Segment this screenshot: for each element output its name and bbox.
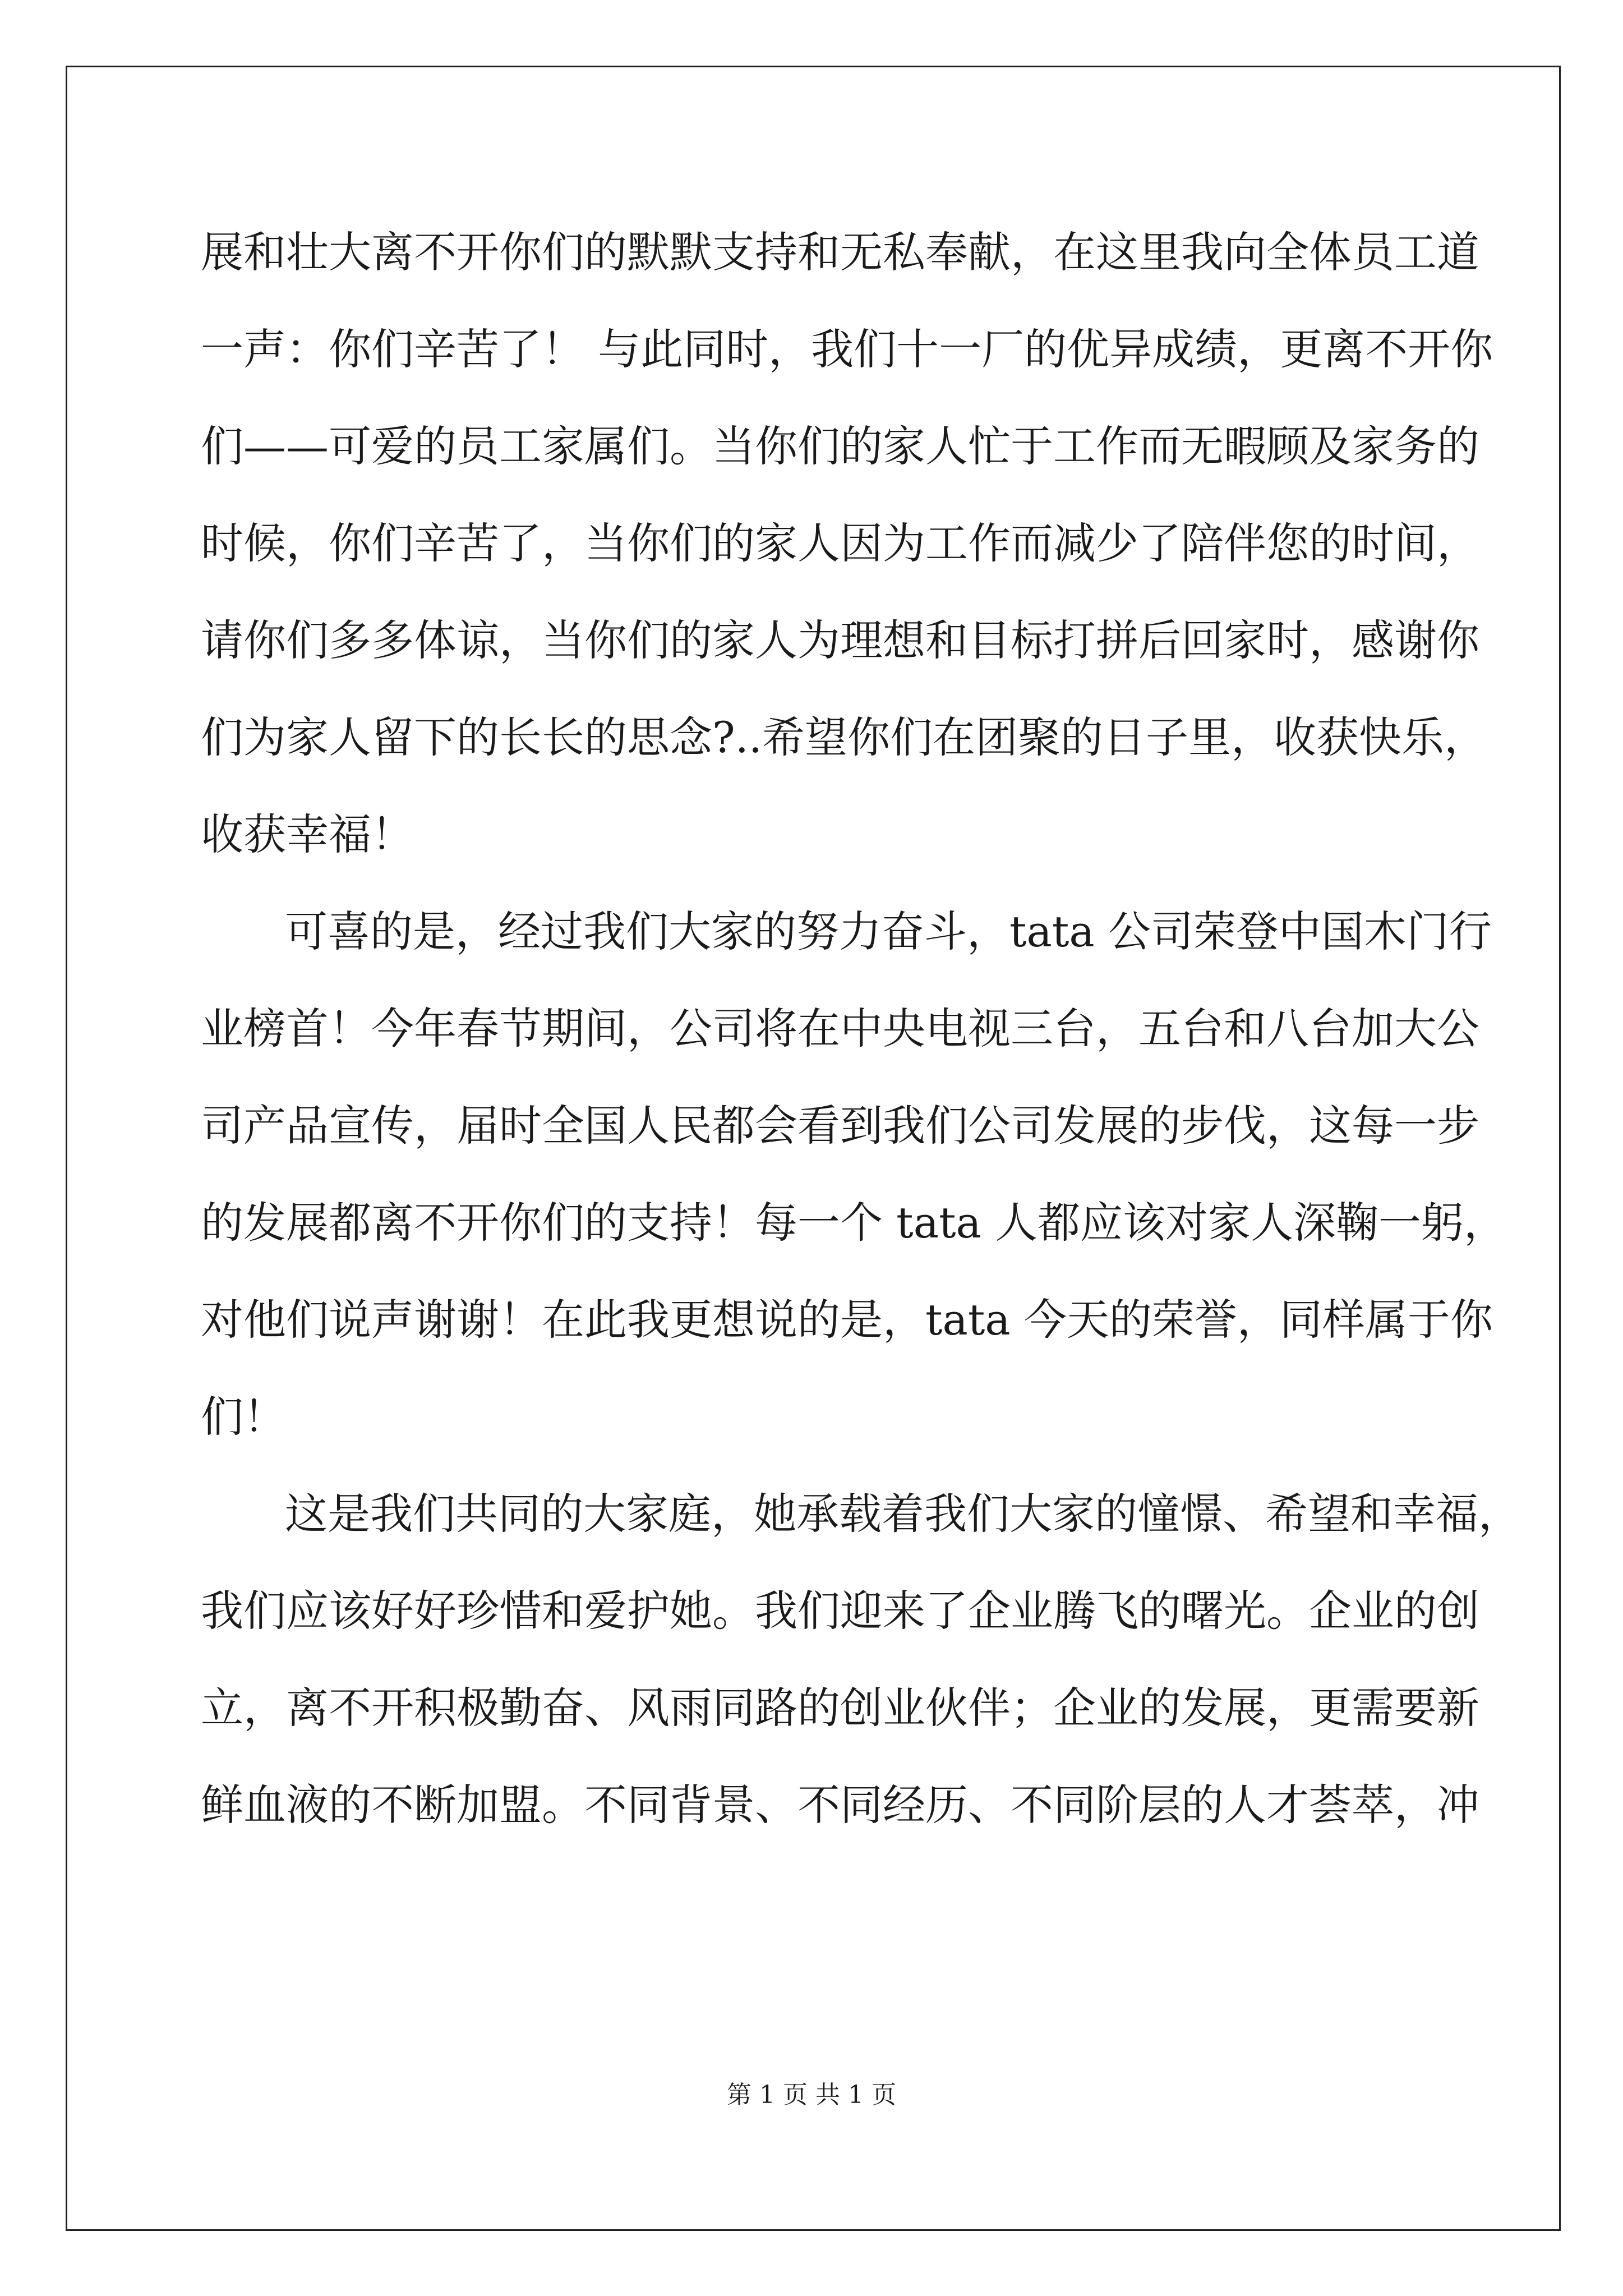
text-line: 一声：你们辛苦了！ 与此同时，我们十一厂的优异成绩，更离不开你	[201, 324, 1493, 374]
text-line: 我们应该好好珍惜和爱护她。我们迎来了企业腾飞的曙光。企业的创	[201, 1586, 1479, 1636]
text-line: 鲜血液的不断加盟。不同背景、不同经历、不同阶层的人才荟萃，冲	[201, 1780, 1479, 1830]
text-line: 业榜首！今年春节期间，公司将在中央电视三台，五台和八台加大公	[201, 1004, 1479, 1053]
text-line: 请你们多多体谅，当你们的家人为理想和目标打拼后回家时，感谢你	[201, 615, 1479, 665]
text-line: 对他们说声谢谢！在此我更想说的是，tata 今天的荣誉，同样属于你	[201, 1295, 1493, 1345]
text-line: 立，离不开积极勤奋、风雨同路的创业伙伴；企业的发展，更需要新	[201, 1683, 1479, 1733]
text-line: 可喜的是，经过我们大家的努力奋斗，tata 公司荣登中国木门行	[285, 907, 1492, 956]
page-footer: 第 1 页 共 1 页	[727, 2081, 896, 2109]
text-line: 收获幸福！	[201, 809, 414, 859]
text-line: 展和壮大离不开你们的默默支持和无私奉献，在这里我向全体员工道	[201, 227, 1479, 277]
text-line: 的发展都离不开你们的支持！每一个 tata 人都应该对家人深鞠一躬，	[201, 1198, 1507, 1248]
document-body	[201, 222, 1521, 1871]
text-line: 们为家人留下的长长的思念?..希望你们在团聚的日子里，收获快乐，	[201, 712, 1487, 762]
text-line: 司产品宣传，届时全国人民都会看到我们公司发展的步伐，这每一步	[201, 1101, 1479, 1151]
text-line: 时候，你们辛苦了，当你们的家人因为工作而减少了陪伴您的时间，	[201, 518, 1479, 568]
text-line: 们——可爱的员工家属们。当你们的家人忙于工作而无暇顾及家务的	[201, 421, 1479, 471]
text-line: 这是我们共同的大家庭，她承载着我们大家的憧憬、希望和幸福，	[285, 1489, 1521, 1539]
text-line: 们！	[201, 1392, 286, 1442]
